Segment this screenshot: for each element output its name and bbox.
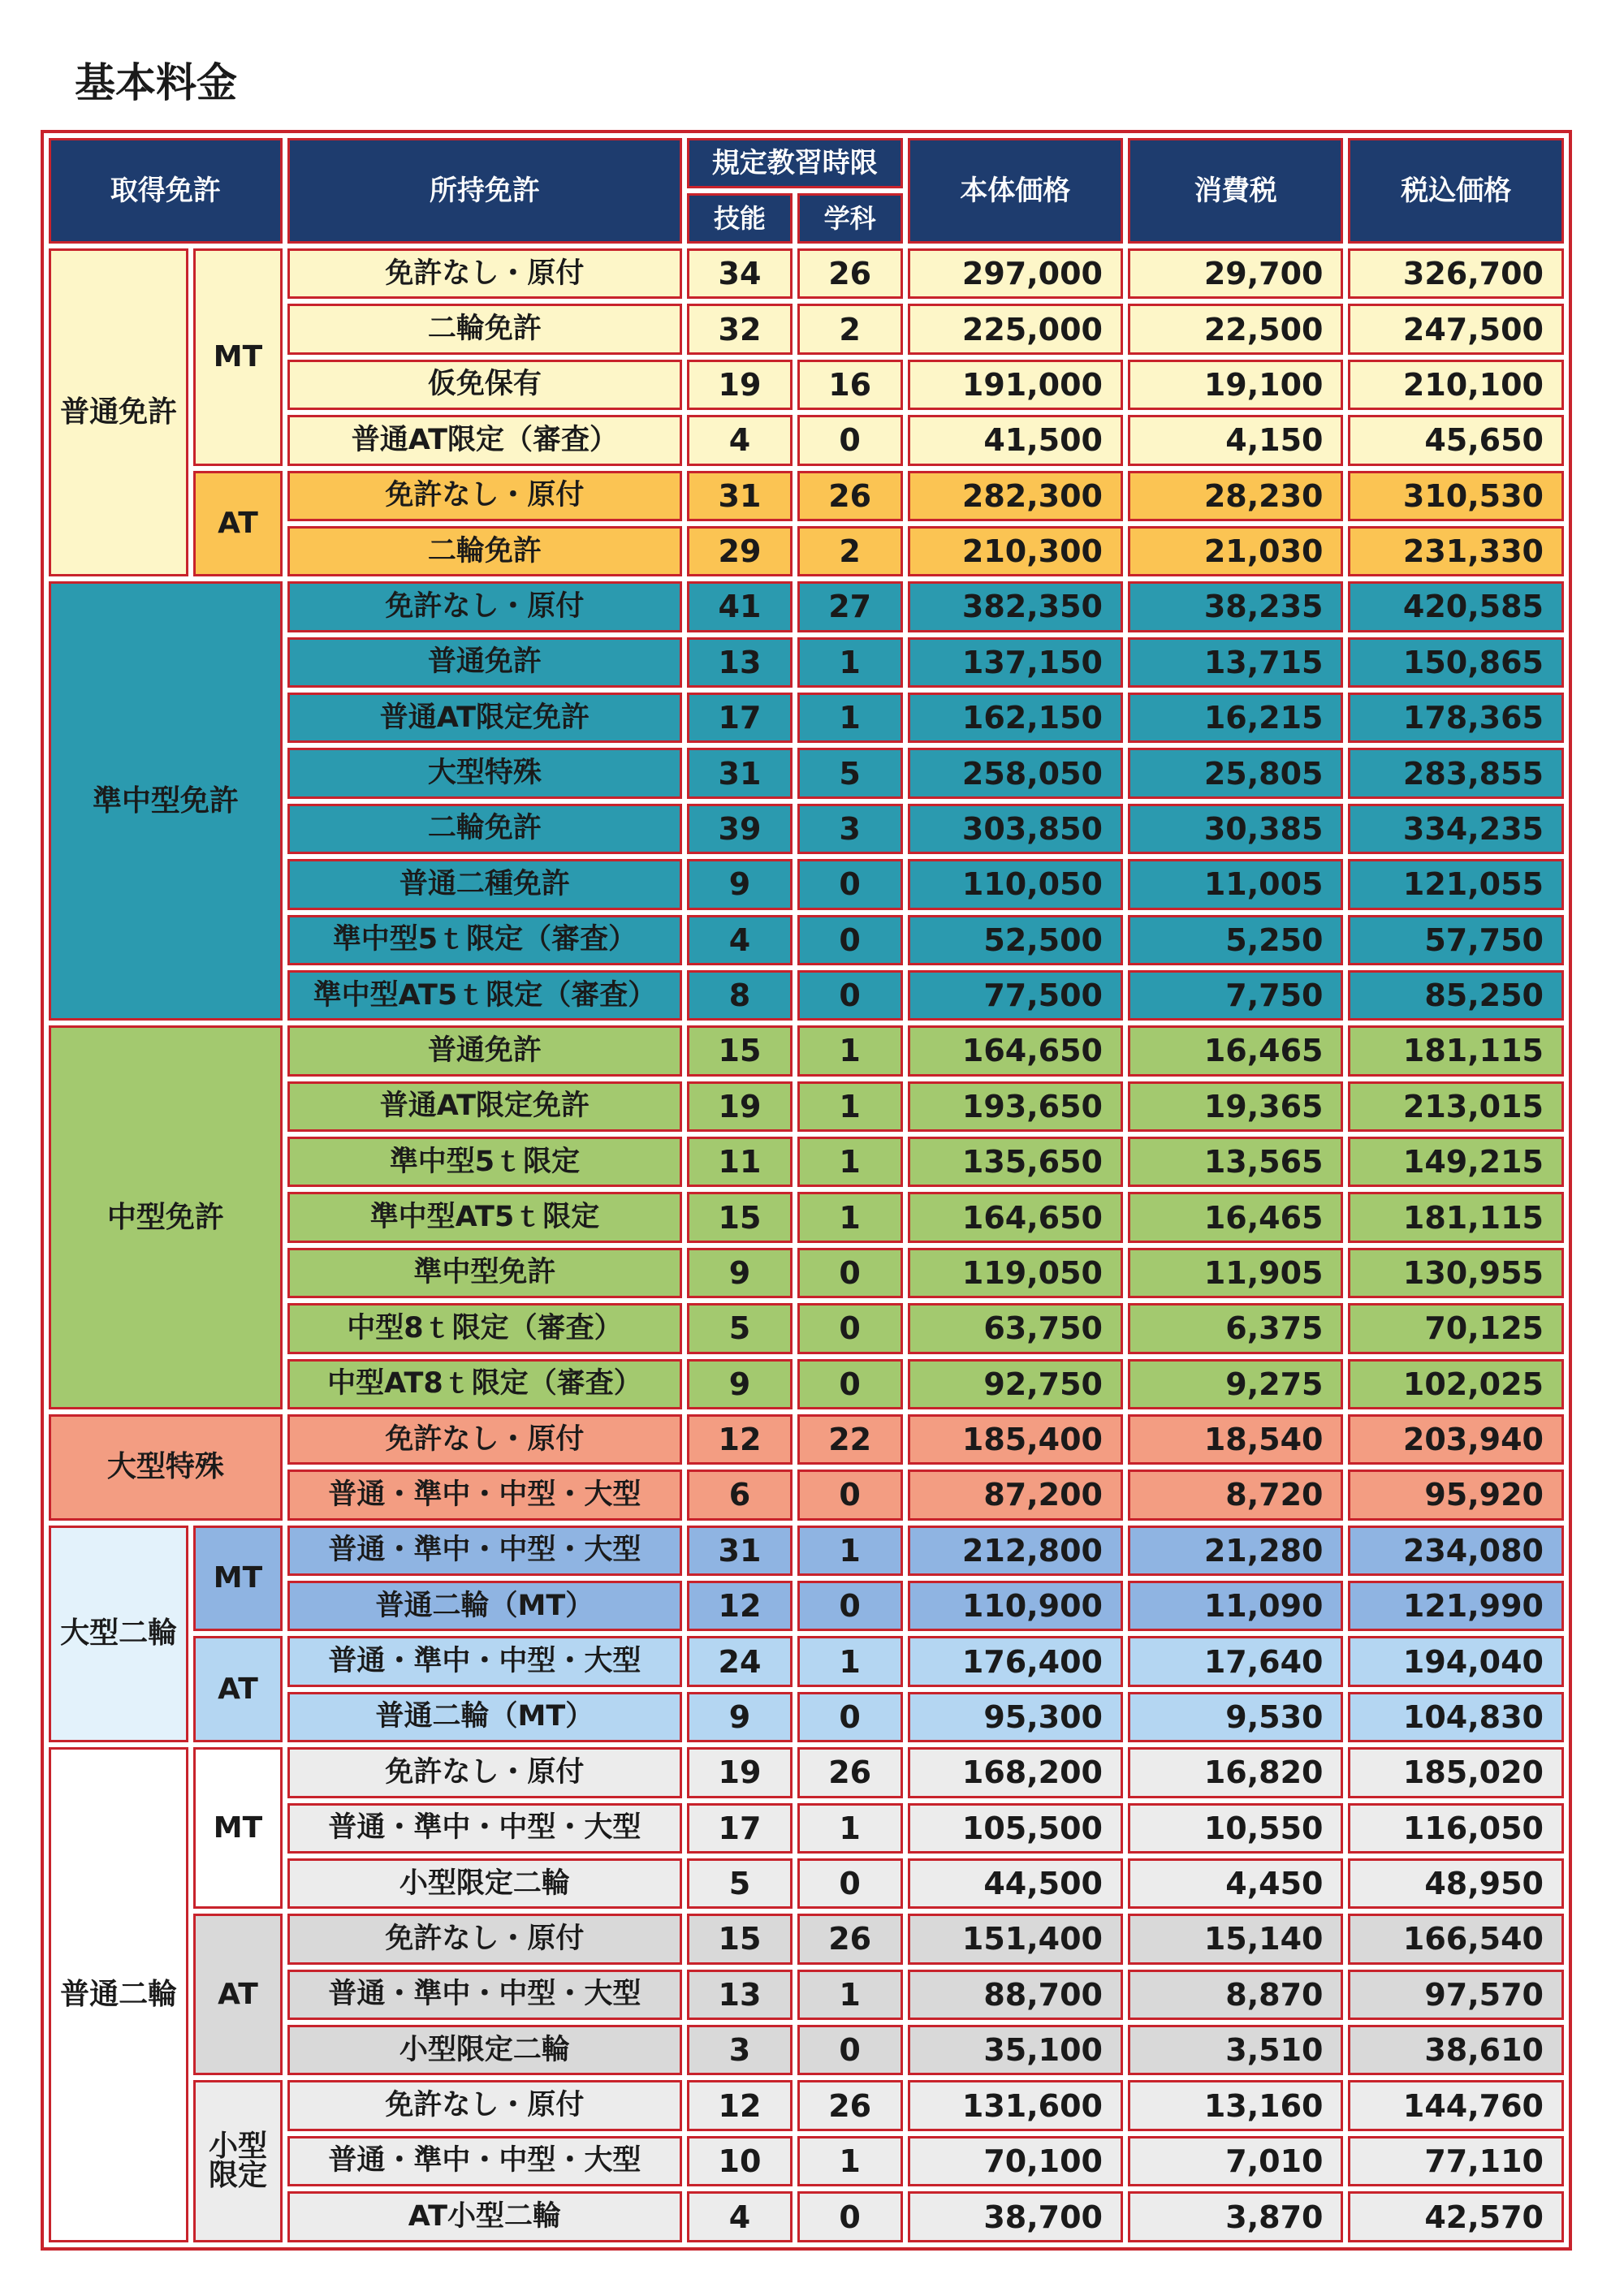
- base-price-cell: 38,700: [908, 2191, 1123, 2242]
- total-price-cell: 150,865: [1348, 637, 1564, 688]
- license-held-cell: 大型特殊: [287, 748, 682, 798]
- practical-hours-cell: 15: [687, 1914, 793, 1964]
- table-row: [49, 1025, 1564, 1076]
- academic-hours-cell: 2: [797, 304, 903, 354]
- header-required-hours: 規定教習時限: [687, 138, 902, 188]
- tax-cell: 11,090: [1128, 1581, 1343, 1631]
- total-price-cell: 420,585: [1348, 581, 1564, 632]
- academic-hours-cell: 1: [797, 1803, 903, 1854]
- tax-cell: 29,700: [1128, 248, 1343, 299]
- license-held-cell: 二輪免許: [287, 304, 682, 354]
- category-cell: 大型特殊: [49, 1414, 283, 1521]
- practical-hours-cell: 8: [687, 970, 793, 1021]
- practical-hours-cell: 9: [687, 1692, 793, 1742]
- table-row: [49, 1414, 1564, 1465]
- category-cell: 中型免許: [49, 1025, 283, 1409]
- practical-hours-cell: 31: [687, 1526, 793, 1576]
- license-held-cell: 普通免許: [287, 637, 682, 688]
- academic-hours-cell: 1: [797, 1081, 903, 1132]
- practical-hours-cell: 5: [687, 1858, 793, 1909]
- base-price-cell: 382,350: [908, 581, 1123, 632]
- tax-cell: 21,280: [1128, 1526, 1343, 1576]
- base-price-cell: 210,300: [908, 526, 1123, 576]
- total-price-cell: 326,700: [1348, 248, 1564, 299]
- academic-hours-cell: 26: [797, 471, 903, 521]
- category-cell: 普通二輪: [49, 1747, 188, 2242]
- base-price-cell: 176,400: [908, 1636, 1123, 1686]
- license-held-cell: AT小型二輪: [287, 2191, 682, 2242]
- total-price-cell: 149,215: [1348, 1137, 1564, 1187]
- tax-cell: 8,870: [1128, 1970, 1343, 2020]
- license-held-cell: 中型AT8ｔ限定（審査）: [287, 1359, 682, 1409]
- tax-cell: 30,385: [1128, 804, 1343, 854]
- tax-cell: 8,720: [1128, 1470, 1343, 1520]
- base-price-cell: 135,650: [908, 1137, 1123, 1187]
- header-base-price: 本体価格: [908, 138, 1123, 244]
- license-held-cell: 普通・準中・中型・大型: [287, 2136, 682, 2186]
- license-held-cell: 普通・準中・中型・大型: [287, 1803, 682, 1854]
- academic-hours-cell: 5: [797, 748, 903, 798]
- total-price-cell: 210,100: [1348, 360, 1564, 410]
- license-held-cell: 普通二種免許: [287, 859, 682, 909]
- base-price-cell: 110,900: [908, 1581, 1123, 1631]
- practical-hours-cell: 15: [687, 1192, 793, 1242]
- tax-cell: 3,870: [1128, 2191, 1343, 2242]
- academic-hours-cell: 27: [797, 581, 903, 632]
- base-price-cell: 162,150: [908, 693, 1123, 743]
- transmission-cell: AT: [193, 1914, 282, 2075]
- practical-hours-cell: 6: [687, 1470, 793, 1520]
- table-row: [49, 248, 1564, 299]
- tax-cell: 9,530: [1128, 1692, 1343, 1742]
- total-price-cell: 42,570: [1348, 2191, 1564, 2242]
- transmission-cell: AT: [193, 471, 282, 577]
- practical-hours-cell: 11: [687, 1137, 793, 1187]
- base-price-cell: 164,650: [908, 1025, 1123, 1076]
- total-price-cell: 95,920: [1348, 1470, 1564, 1520]
- academic-hours-cell: 1: [797, 693, 903, 743]
- total-price-cell: 130,955: [1348, 1248, 1564, 1298]
- base-price-cell: 137,150: [908, 637, 1123, 688]
- tax-cell: 11,005: [1128, 859, 1343, 909]
- academic-hours-cell: 26: [797, 1747, 903, 1798]
- tax-cell: 11,905: [1128, 1248, 1343, 1298]
- tax-cell: 13,565: [1128, 1137, 1343, 1187]
- practical-hours-cell: 12: [687, 1414, 793, 1465]
- tax-cell: 16,820: [1128, 1747, 1343, 1798]
- academic-hours-cell: 1: [797, 1137, 903, 1187]
- base-price-cell: 88,700: [908, 1970, 1123, 2020]
- total-price-cell: 283,855: [1348, 748, 1564, 798]
- practical-hours-cell: 5: [687, 1303, 793, 1353]
- practical-hours-cell: 4: [687, 415, 793, 465]
- total-price-cell: 185,020: [1348, 1747, 1564, 1798]
- license-held-cell: 普通AT限定免許: [287, 1081, 682, 1132]
- table-row: [49, 1636, 1564, 1686]
- total-price-cell: 181,115: [1348, 1192, 1564, 1242]
- table-row: [49, 1526, 1564, 1576]
- base-price-cell: 258,050: [908, 748, 1123, 798]
- total-price-cell: 334,235: [1348, 804, 1564, 854]
- tax-cell: 22,500: [1128, 304, 1343, 354]
- total-price-cell: 102,025: [1348, 1359, 1564, 1409]
- academic-hours-cell: 0: [797, 1692, 903, 1742]
- tax-cell: 17,640: [1128, 1636, 1343, 1686]
- practical-hours-cell: 39: [687, 804, 793, 854]
- base-price-cell: 297,000: [908, 248, 1123, 299]
- academic-hours-cell: 0: [797, 970, 903, 1021]
- practical-hours-cell: 13: [687, 637, 793, 688]
- academic-hours-cell: 1: [797, 1192, 903, 1242]
- license-held-cell: 準中型5ｔ限定（審査）: [287, 915, 682, 965]
- academic-hours-cell: 0: [797, 1359, 903, 1409]
- base-price-cell: 95,300: [908, 1692, 1123, 1742]
- practical-hours-cell: 12: [687, 2080, 793, 2130]
- practical-hours-cell: 9: [687, 1359, 793, 1409]
- transmission-cell: 小型 限定: [193, 2080, 282, 2242]
- total-price-cell: 97,570: [1348, 1970, 1564, 2020]
- header-license-held: 所持免許: [287, 138, 682, 244]
- license-held-cell: 普通AT限定（審査）: [287, 415, 682, 465]
- tax-cell: 16,465: [1128, 1192, 1343, 1242]
- license-held-cell: 免許なし・原付: [287, 1914, 682, 1964]
- license-held-cell: 普通・準中・中型・大型: [287, 1636, 682, 1686]
- total-price-cell: 57,750: [1348, 915, 1564, 965]
- license-held-cell: 免許なし・原付: [287, 2080, 682, 2130]
- tax-cell: 4,450: [1128, 1858, 1343, 1909]
- base-price-cell: 168,200: [908, 1747, 1123, 1798]
- tax-cell: 21,030: [1128, 526, 1343, 576]
- total-price-cell: 38,610: [1348, 2025, 1564, 2075]
- table-row: [49, 1747, 1564, 1798]
- table-row: [49, 471, 1564, 521]
- practical-hours-cell: 19: [687, 360, 793, 410]
- practical-hours-cell: 32: [687, 304, 793, 354]
- transmission-cell: MT: [193, 1526, 282, 1632]
- license-held-cell: 免許なし・原付: [287, 248, 682, 299]
- total-price-cell: 181,115: [1348, 1025, 1564, 1076]
- practical-hours-cell: 9: [687, 1248, 793, 1298]
- practical-hours-cell: 4: [687, 915, 793, 965]
- tax-cell: 19,100: [1128, 360, 1343, 410]
- table-row: [49, 1914, 1564, 1964]
- tax-cell: 16,465: [1128, 1025, 1343, 1076]
- license-held-cell: 仮免保有: [287, 360, 682, 410]
- table-row: [49, 2080, 1564, 2130]
- base-price-cell: 164,650: [908, 1192, 1123, 1242]
- header-consumption-tax: 消費税: [1128, 138, 1343, 244]
- license-held-cell: 中型8ｔ限定（審査）: [287, 1303, 682, 1353]
- total-price-cell: 70,125: [1348, 1303, 1564, 1353]
- total-price-cell: 194,040: [1348, 1636, 1564, 1686]
- table-row: [49, 581, 1564, 632]
- transmission-cell: MT: [193, 1747, 282, 1909]
- academic-hours-cell: 0: [797, 415, 903, 465]
- academic-hours-cell: 2: [797, 526, 903, 576]
- base-price-cell: 151,400: [908, 1914, 1123, 1964]
- practical-hours-cell: 17: [687, 1803, 793, 1854]
- total-price-cell: 45,650: [1348, 415, 1564, 465]
- license-held-cell: 免許なし・原付: [287, 581, 682, 632]
- base-price-cell: 41,500: [908, 415, 1123, 465]
- tax-cell: 5,250: [1128, 915, 1343, 965]
- practical-hours-cell: 9: [687, 859, 793, 909]
- tax-cell: 25,805: [1128, 748, 1343, 798]
- license-held-cell: 普通・準中・中型・大型: [287, 1970, 682, 2020]
- total-price-cell: 213,015: [1348, 1081, 1564, 1132]
- header-tax-included: 税込価格: [1348, 138, 1564, 244]
- academic-hours-cell: 1: [797, 1025, 903, 1076]
- total-price-cell: 203,940: [1348, 1414, 1564, 1465]
- license-held-cell: 二輪免許: [287, 804, 682, 854]
- academic-hours-cell: 1: [797, 1970, 903, 2020]
- header-license-acquired: 取得免許: [49, 138, 283, 244]
- base-price-cell: 70,100: [908, 2136, 1123, 2186]
- tax-cell: 13,160: [1128, 2080, 1343, 2130]
- license-held-cell: 準中型免許: [287, 1248, 682, 1298]
- practical-hours-cell: 15: [687, 1025, 793, 1076]
- total-price-cell: 166,540: [1348, 1914, 1564, 1964]
- table-body: [49, 248, 1564, 2242]
- price-table: [41, 130, 1572, 2251]
- total-price-cell: 121,055: [1348, 859, 1564, 909]
- academic-hours-cell: 0: [797, 2025, 903, 2075]
- transmission-cell: MT: [193, 248, 282, 466]
- base-price-cell: 87,200: [908, 1470, 1123, 1520]
- total-price-cell: 48,950: [1348, 1858, 1564, 1909]
- base-price-cell: 110,050: [908, 859, 1123, 909]
- tax-cell: 6,375: [1128, 1303, 1343, 1353]
- transmission-cell: AT: [193, 1636, 282, 1742]
- practical-hours-cell: 10: [687, 2136, 793, 2186]
- total-price-cell: 121,990: [1348, 1581, 1564, 1631]
- academic-hours-cell: 1: [797, 637, 903, 688]
- tax-cell: 9,275: [1128, 1359, 1343, 1409]
- academic-hours-cell: 0: [797, 1858, 903, 1909]
- category-cell: 大型二輪: [49, 1526, 188, 1743]
- tax-cell: 10,550: [1128, 1803, 1343, 1854]
- base-price-cell: 282,300: [908, 471, 1123, 521]
- total-price-cell: 144,760: [1348, 2080, 1564, 2130]
- academic-hours-cell: 0: [797, 2191, 903, 2242]
- base-price-cell: 119,050: [908, 1248, 1123, 1298]
- page-title: 基本料金: [75, 59, 237, 106]
- license-held-cell: 小型限定二輪: [287, 2025, 682, 2075]
- practical-hours-cell: 29: [687, 526, 793, 576]
- academic-hours-cell: 1: [797, 1526, 903, 1576]
- base-price-cell: 52,500: [908, 915, 1123, 965]
- license-held-cell: 免許なし・原付: [287, 1414, 682, 1465]
- base-price-cell: 212,800: [908, 1526, 1123, 1576]
- license-held-cell: 準中型AT5ｔ限定: [287, 1192, 682, 1242]
- license-held-cell: 二輪免許: [287, 526, 682, 576]
- tax-cell: 38,235: [1128, 581, 1343, 632]
- academic-hours-cell: 0: [797, 915, 903, 965]
- tax-cell: 4,150: [1128, 415, 1343, 465]
- practical-hours-cell: 12: [687, 1581, 793, 1631]
- practical-hours-cell: 4: [687, 2191, 793, 2242]
- base-price-cell: 92,750: [908, 1359, 1123, 1409]
- base-price-cell: 303,850: [908, 804, 1123, 854]
- total-price-cell: 104,830: [1348, 1692, 1564, 1742]
- base-price-cell: 193,650: [908, 1081, 1123, 1132]
- tax-cell: 15,140: [1128, 1914, 1343, 1964]
- base-price-cell: 44,500: [908, 1858, 1123, 1909]
- practical-hours-cell: 19: [687, 1081, 793, 1132]
- license-held-cell: 普通・準中・中型・大型: [287, 1470, 682, 1520]
- license-held-cell: 普通AT限定免許: [287, 693, 682, 743]
- license-held-cell: 免許なし・原付: [287, 471, 682, 521]
- total-price-cell: 247,500: [1348, 304, 1564, 354]
- academic-hours-cell: 1: [797, 2136, 903, 2186]
- tax-cell: 18,540: [1128, 1414, 1343, 1465]
- academic-hours-cell: 0: [797, 859, 903, 909]
- practical-hours-cell: 24: [687, 1636, 793, 1686]
- base-price-cell: 185,400: [908, 1414, 1123, 1465]
- base-price-cell: 35,100: [908, 2025, 1123, 2075]
- total-price-cell: 231,330: [1348, 526, 1564, 576]
- base-price-cell: 131,600: [908, 2080, 1123, 2130]
- header-practical: 技能: [687, 193, 793, 244]
- academic-hours-cell: 22: [797, 1414, 903, 1465]
- license-held-cell: 普通免許: [287, 1025, 682, 1076]
- tax-cell: 16,215: [1128, 693, 1343, 743]
- total-price-cell: 116,050: [1348, 1803, 1564, 1854]
- license-held-cell: 普通二輪（MT）: [287, 1581, 682, 1631]
- practical-hours-cell: 41: [687, 581, 793, 632]
- practical-hours-cell: 13: [687, 1970, 793, 2020]
- license-held-cell: 準中型5ｔ限定: [287, 1137, 682, 1187]
- license-held-cell: 普通・準中・中型・大型: [287, 1526, 682, 1576]
- practical-hours-cell: 34: [687, 248, 793, 299]
- license-held-cell: 普通二輪（MT）: [287, 1692, 682, 1742]
- base-price-cell: 191,000: [908, 360, 1123, 410]
- total-price-cell: 178,365: [1348, 693, 1564, 743]
- license-held-cell: 小型限定二輪: [287, 1858, 682, 1909]
- academic-hours-cell: 0: [797, 1303, 903, 1353]
- practical-hours-cell: 31: [687, 471, 793, 521]
- tax-cell: 3,510: [1128, 2025, 1343, 2075]
- total-price-cell: 310,530: [1348, 471, 1564, 521]
- academic-hours-cell: 0: [797, 1581, 903, 1631]
- category-cell: 準中型免許: [49, 581, 283, 1021]
- academic-hours-cell: 26: [797, 2080, 903, 2130]
- academic-hours-cell: 26: [797, 248, 903, 299]
- base-price-cell: 77,500: [908, 970, 1123, 1021]
- academic-hours-cell: 0: [797, 1470, 903, 1520]
- academic-hours-cell: 26: [797, 1914, 903, 1964]
- total-price-cell: 234,080: [1348, 1526, 1564, 1576]
- academic-hours-cell: 1: [797, 1636, 903, 1686]
- academic-hours-cell: 16: [797, 360, 903, 410]
- base-price-cell: 225,000: [908, 304, 1123, 354]
- total-price-cell: 77,110: [1348, 2136, 1564, 2186]
- category-cell: 普通免許: [49, 248, 188, 576]
- academic-hours-cell: 3: [797, 804, 903, 854]
- academic-hours-cell: 0: [797, 1248, 903, 1298]
- tax-cell: 7,010: [1128, 2136, 1343, 2186]
- tax-cell: 28,230: [1128, 471, 1343, 521]
- license-held-cell: 準中型AT5ｔ限定（審査）: [287, 970, 682, 1021]
- license-held-cell: 免許なし・原付: [287, 1747, 682, 1798]
- total-price-cell: 85,250: [1348, 970, 1564, 1021]
- practical-hours-cell: 19: [687, 1747, 793, 1798]
- practical-hours-cell: 17: [687, 693, 793, 743]
- header-academic: 学科: [797, 193, 903, 244]
- tax-cell: 13,715: [1128, 637, 1343, 688]
- practical-hours-cell: 3: [687, 2025, 793, 2075]
- base-price-cell: 105,500: [908, 1803, 1123, 1854]
- tax-cell: 19,365: [1128, 1081, 1343, 1132]
- base-price-cell: 63,750: [908, 1303, 1123, 1353]
- tax-cell: 7,750: [1128, 970, 1343, 1021]
- practical-hours-cell: 31: [687, 748, 793, 798]
